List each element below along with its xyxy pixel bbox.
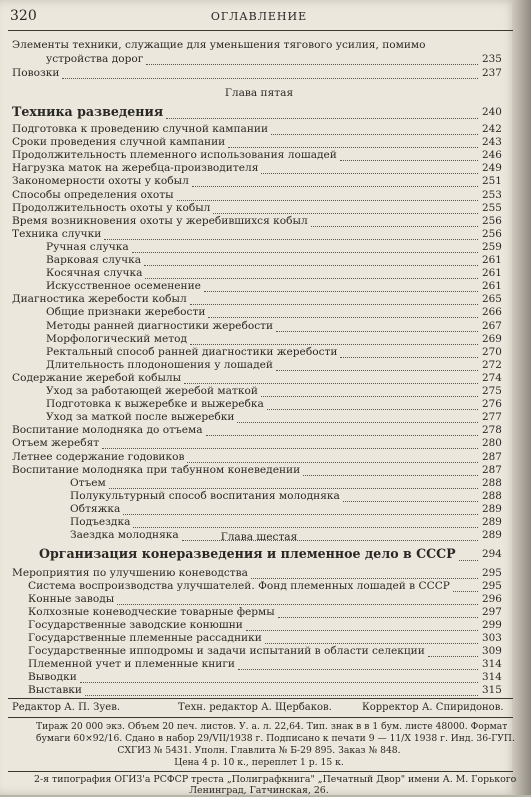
- entry-page: 289: [482, 529, 502, 542]
- entry-page: 266: [482, 306, 502, 319]
- toc-entry: [0, 227, 518, 241]
- entry-page: 256: [482, 214, 502, 227]
- entry-title: Морфологический метод: [46, 332, 187, 345]
- entry-title: Государственные ипподромы и задачи испытаний в области селекции: [28, 645, 425, 657]
- entry-page: 309: [482, 645, 502, 657]
- entry-title: Воспитание молодняка до отъема: [12, 424, 203, 437]
- printer-line-2: Ленинград, Гатчинская, 26.: [189, 785, 329, 796]
- entry-title: Косячная случка: [46, 267, 143, 280]
- entry-title: Методы ранней диагностики жеребости: [46, 319, 274, 332]
- entry-title: Общие признаки жеребости: [46, 306, 206, 319]
- entry-title: Заездка молодняка: [70, 529, 179, 542]
- entry-title: Отъем жеребят: [12, 437, 100, 450]
- toc-entry: [0, 279, 518, 293]
- toc-entry: [0, 292, 518, 306]
- entry-title: Воспитание молодняка при табунном коневедении: [12, 463, 301, 476]
- toc-entry: [0, 644, 518, 658]
- toc-entry: [0, 122, 518, 136]
- entry-page: 303: [482, 632, 502, 644]
- toc-entry: [0, 631, 518, 645]
- entry-title: Выставки: [28, 684, 82, 696]
- entry-page: 297: [482, 606, 502, 618]
- toc-entry: [0, 397, 518, 411]
- entry-title: Нагрузка маток на жеребца-производителя: [12, 162, 259, 175]
- toc-entry: [0, 476, 518, 490]
- toc-entry: [0, 66, 518, 80]
- editor-credit: Редактор А. П. Зуев.: [12, 702, 120, 713]
- entry-page: 314: [482, 671, 502, 683]
- entry-title: Искусственное осеменение: [46, 280, 201, 293]
- toc-entry: [0, 319, 518, 333]
- entry-page: 296: [482, 593, 502, 605]
- section-title: Техника разведения: [12, 104, 164, 119]
- toc-entry: [0, 266, 518, 280]
- printer-rule: [8, 771, 513, 772]
- chapter-heading-5: Глава пятая: [224, 87, 294, 99]
- entry-page: 259: [482, 240, 502, 253]
- entry-page: 275: [482, 385, 502, 397]
- toc-entry: [0, 358, 518, 372]
- entry-title: Продолжительность охоты у кобыл: [12, 201, 211, 214]
- toc-entry: [0, 450, 518, 464]
- entry-title: Подготовка к выжеребке и выжеребка: [46, 398, 264, 411]
- entry-page: 249: [482, 162, 502, 175]
- printer-line-1: 2-я типография ОГИЗ'а РСФСР треста „Полиграфкнига" „Печатный Двор" имени А. М. Горького: [34, 774, 517, 785]
- toc-entry: [0, 463, 518, 477]
- toc-entry: [0, 436, 518, 450]
- entry-page: 237: [482, 67, 502, 79]
- entry-page: 299: [482, 619, 502, 631]
- entry-title: Ручная случка: [46, 240, 129, 253]
- toc-entry: [0, 515, 518, 529]
- entry-page: 280: [482, 437, 502, 450]
- entry-page: 243: [482, 136, 502, 149]
- entry-title: Закономерности охоты у кобыл: [12, 175, 189, 188]
- entry-page: 267: [482, 319, 502, 332]
- imprint-rule: [8, 717, 513, 718]
- entry-title: Уход за работающей жеребой маткой: [46, 385, 258, 397]
- entry-page: 274: [482, 371, 502, 384]
- toc-entry: [0, 371, 518, 385]
- tech-editor-credit: Техн. редактор А. Щербаков.: [178, 702, 332, 713]
- entry-page: 253: [482, 188, 502, 201]
- entry-page: 261: [482, 267, 502, 280]
- toc-entry: [0, 201, 518, 215]
- entry-page: 242: [482, 123, 502, 135]
- page-number: 320: [10, 8, 37, 24]
- entry-title: Отъем: [70, 476, 106, 489]
- entry-title: Длительность плодоношения у лошадей: [46, 358, 273, 371]
- toc-entry: [0, 410, 518, 424]
- entry-title: Время возникновения охоты у жеребившихся кобыл: [12, 214, 308, 227]
- entry-title: Варковая случка: [46, 254, 142, 266]
- entry-page: 287: [482, 463, 502, 476]
- section-title: Организация конеразведения и племенное дело в СССР: [39, 546, 456, 561]
- entry-page: 288: [482, 489, 502, 502]
- entry-page: 265: [482, 293, 502, 306]
- toc-entry: [0, 161, 518, 175]
- entry-title: Подъездка: [70, 516, 131, 528]
- section-page: 294: [482, 548, 502, 560]
- entry-title: Мероприятия по улучшению коневодства: [12, 567, 248, 579]
- entry-title: Продолжительность племенного использования лошадей: [12, 149, 337, 162]
- entry-page: 235: [482, 53, 502, 65]
- toc-entry: [0, 332, 518, 346]
- toc-entry: [0, 605, 518, 619]
- credits-rule: [8, 698, 513, 699]
- toc-entry: [0, 489, 518, 503]
- entry-page: 255: [482, 201, 502, 214]
- entry-page: 314: [482, 658, 502, 670]
- entry-page: 256: [482, 227, 502, 240]
- imprint-line-1: Тираж 20 000 экз. Объем 20 печ. листов. У. а. л. 22,64. Тип. знак в в 1 бум. листе 48000. Формат: [36, 721, 508, 732]
- section-heading-6: [0, 546, 518, 562]
- toc-entry: [0, 214, 518, 228]
- toc-entry: [0, 384, 518, 398]
- entry-title: Племенной учет и племенные книги: [28, 658, 235, 670]
- entry-page: 277: [482, 411, 502, 424]
- entry-page: 270: [482, 345, 502, 358]
- entry-page: 288: [482, 476, 502, 489]
- entry-page: 295: [482, 567, 502, 579]
- dot-leader: [85, 693, 478, 696]
- entry-page: 315: [482, 684, 502, 696]
- proofreader-credit: Корректор А. Спиридонов.: [362, 702, 504, 713]
- entry-title: Способы определения охоты: [12, 188, 174, 201]
- toc-entry: [0, 148, 518, 162]
- toc-entry: [0, 592, 518, 606]
- imprint-line-4: Цена 4 р. 10 к., переплет 1 р. 15 к.: [174, 757, 344, 768]
- entry-title: Техника случки: [12, 227, 102, 240]
- toc-entry: [0, 253, 518, 267]
- toc-entry: [0, 618, 518, 632]
- entry-title: Подготовка к проведению случной кампании: [12, 123, 269, 135]
- toc-entry: [0, 240, 518, 254]
- page-header: [0, 8, 518, 28]
- entry-title: Уход за маткой после выжеребки: [46, 411, 235, 424]
- toc-entry: [0, 423, 518, 437]
- toc-entry: [0, 579, 518, 593]
- entry-page: 289: [482, 516, 502, 528]
- entry-title: Диагностика жеребости кобыл: [12, 293, 187, 306]
- entry-page: 246: [482, 149, 502, 162]
- dot-leader: [166, 116, 478, 119]
- entry-title: Выводки: [28, 671, 77, 683]
- entry-title: Ректальный способ ранней диагностики жеребости: [46, 345, 338, 358]
- toc-entry: [0, 305, 518, 319]
- entry-title: Система воспроизводства улучшателей. Фонд племенных лошадей в СССР: [28, 580, 450, 592]
- header-rule: [8, 30, 513, 31]
- credits-line: [0, 702, 518, 716]
- entry-title: Сроки проведения случной кампании: [12, 136, 226, 149]
- entry-page: 261: [482, 280, 502, 293]
- entry-page: 272: [482, 358, 502, 371]
- toc-entry: [0, 135, 518, 149]
- entry-title: Повозки: [12, 67, 60, 79]
- section-page: 240: [482, 106, 502, 118]
- page-title: ОГЛАВЛЕНИЕ: [210, 10, 308, 23]
- toc-entry: [0, 188, 518, 202]
- toc-entry: [0, 566, 518, 580]
- entry-title: Колхозные коневодческие товарные фермы: [28, 606, 275, 618]
- toc-entry: [0, 683, 518, 697]
- dot-leader: [146, 62, 478, 65]
- entry-page: 261: [482, 254, 502, 266]
- section-heading-5: [0, 104, 518, 120]
- entry-page: 269: [482, 332, 502, 345]
- imprint-line-2: бумаги 60×92/16. Сдано в набор 29/VII/1938 г. Подписано к печати 9 — 11/X 1938 г. Инд. 36-ГУП.: [36, 733, 515, 744]
- entry-title: Полукультурный способ воспитания молодняка: [70, 489, 340, 502]
- entry-page: 287: [482, 450, 502, 463]
- toc-entry: [0, 502, 518, 516]
- entry-title: Государственные заводские конюшни: [28, 619, 243, 631]
- entry-title: Содержание жеребой кобылы: [12, 371, 182, 384]
- toc-entry: [0, 345, 518, 359]
- entry-title: Летнее содержание годовиков: [12, 450, 185, 463]
- dot-leader: [459, 558, 478, 561]
- entry-title: Государственные племенные рассадники: [28, 632, 262, 644]
- entry-page: 251: [482, 175, 502, 188]
- dot-leader: [62, 76, 478, 79]
- toc-entry: [0, 52, 518, 66]
- toc-entry: [0, 38, 518, 52]
- toc-entry: [0, 657, 518, 671]
- entry-page: 295: [482, 580, 502, 592]
- toc-entry: [0, 670, 518, 684]
- entry-page: 278: [482, 424, 502, 437]
- chapter-heading-6: Глава шестая: [220, 531, 298, 543]
- imprint-line-3: СХГИЗ № 5431. Уполн. Главлита № Б-29 895. Заказ № 848.: [117, 745, 401, 756]
- entry-title: Элементы техники, служащие для уменьшения тягового усилия, помимо: [12, 39, 426, 51]
- entry-title: устройства дорог: [46, 53, 144, 65]
- entry-page: 276: [482, 398, 502, 411]
- entry-page: 289: [482, 502, 502, 515]
- entry-title: Обтяжка: [70, 502, 121, 515]
- entry-title: Конные заводы: [28, 593, 115, 605]
- toc-entry: [0, 174, 518, 188]
